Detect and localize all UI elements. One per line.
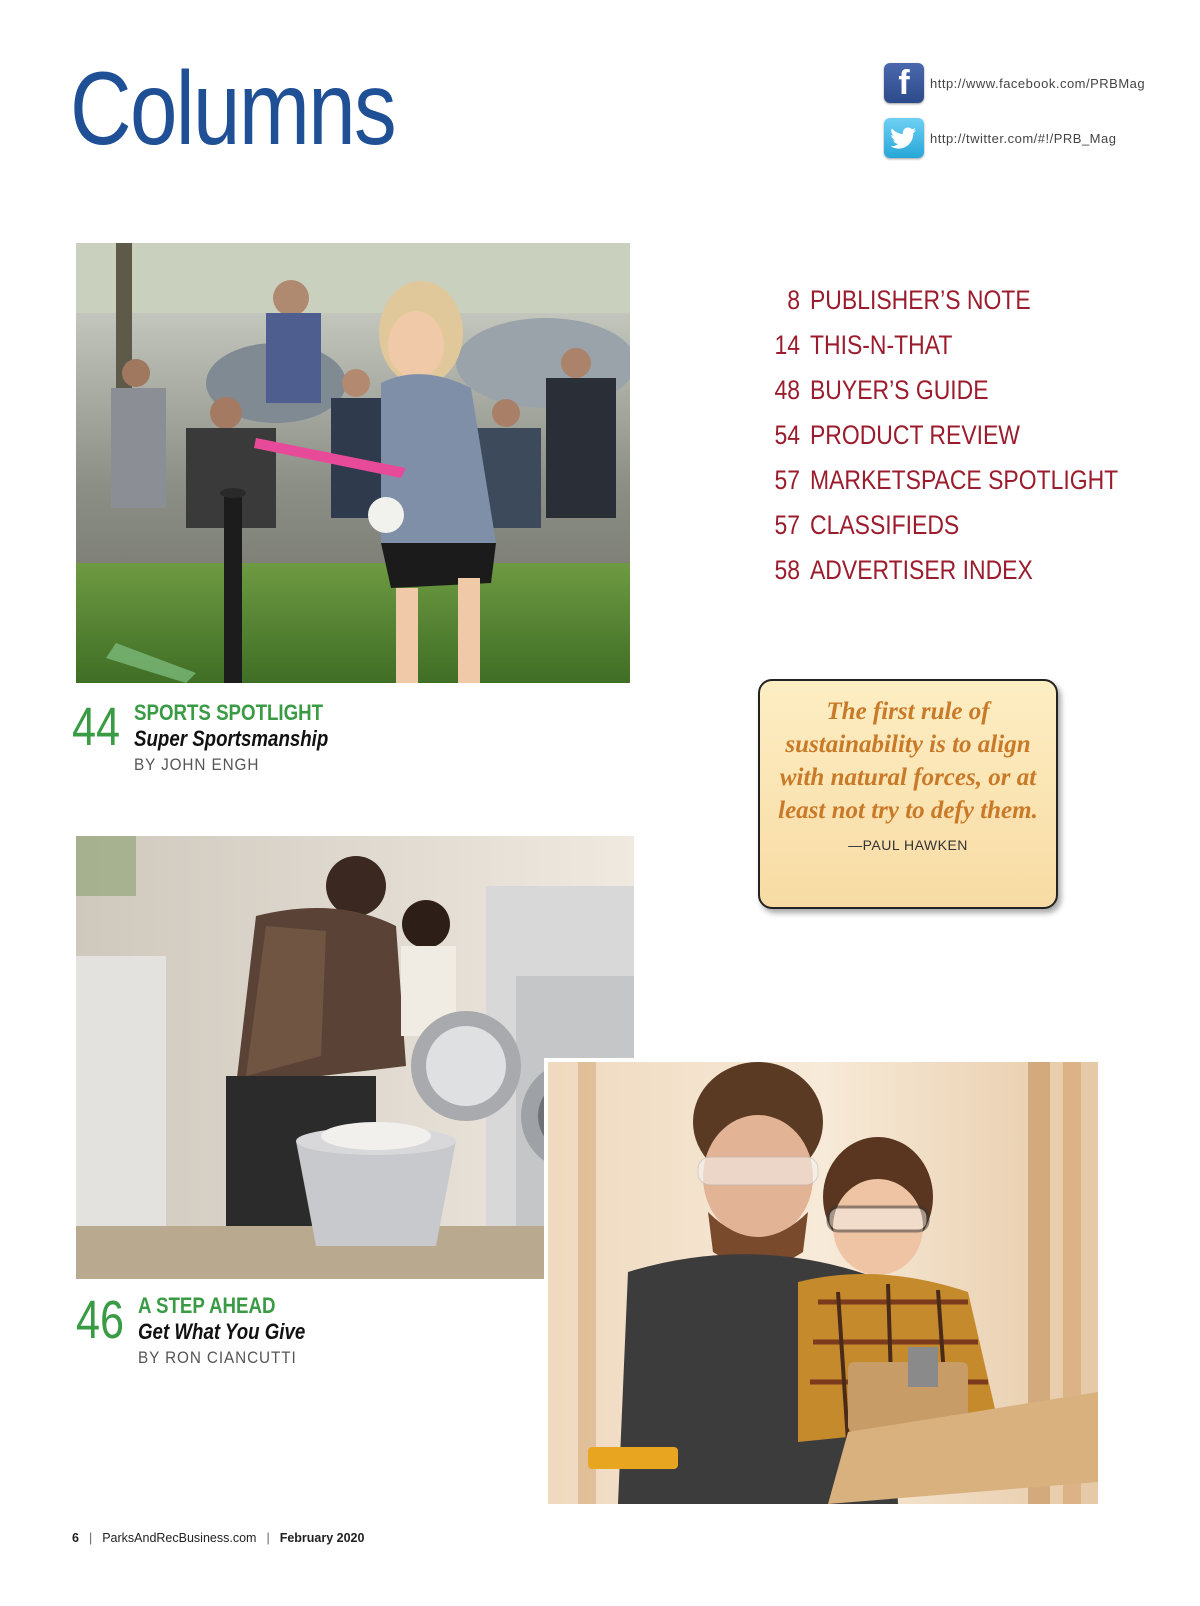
footer-separator: | — [88, 1531, 93, 1545]
toc-label: CLASSIFIEDS — [810, 510, 960, 540]
quote-box — [758, 679, 1058, 909]
footer-separator: | — [266, 1531, 270, 1545]
toc-item[interactable] — [760, 413, 1173, 458]
quote-text: The first rule of sustainability is to align with natural forces, or at least not try to defy them. — [778, 698, 1038, 824]
photo-girl-batting — [76, 243, 630, 683]
twitter-link[interactable] — [884, 118, 1116, 158]
page-title: Columns — [70, 51, 396, 167]
toc-item[interactable] — [760, 458, 1173, 503]
toc-label: THIS-N-THAT — [810, 330, 953, 360]
toc-item[interactable] — [760, 548, 1173, 593]
quote-author: —PAUL HAWKEN — [848, 837, 968, 853]
toc-label: PUBLISHER’S NOTE — [810, 285, 1031, 315]
feature-byline: BY RON CIANCUTTI — [138, 1348, 297, 1367]
feature-byline: BY JOHN ENGH — [134, 755, 260, 774]
footer-page-number: 6 — [72, 1531, 79, 1545]
toc-list — [760, 278, 1173, 593]
feature-page-number: 44 — [72, 697, 121, 757]
toc-item[interactable] — [760, 278, 1173, 323]
photo-woodworking — [544, 1058, 1098, 1504]
toc-item[interactable] — [760, 323, 1173, 368]
toc-page: 58 — [774, 555, 800, 585]
toc-page: 54 — [774, 420, 800, 450]
feature-title: Super Sportsmanship — [134, 726, 329, 751]
toc-page: 57 — [774, 510, 800, 540]
facebook-icon[interactable]: f — [884, 63, 924, 103]
toc-item[interactable] — [760, 368, 1173, 413]
feature-page-number: 46 — [76, 1290, 125, 1350]
page-footer — [72, 1531, 364, 1545]
toc-page: 14 — [774, 330, 800, 360]
feature-title: Get What You Give — [138, 1319, 306, 1344]
feature-section: A STEP AHEAD — [138, 1293, 276, 1318]
toc-page: 57 — [774, 465, 800, 495]
toc-item[interactable] — [760, 503, 1173, 548]
toc-label: BUYER’S GUIDE — [810, 375, 989, 405]
toc-page: 8 — [787, 285, 800, 315]
twitter-url[interactable]: http://twitter.com/#!/PRB_Mag — [930, 130, 1117, 146]
twitter-icon[interactable] — [884, 118, 924, 158]
footer-issue: February 2020 — [279, 1531, 365, 1545]
feature-section: SPORTS SPOTLIGHT — [134, 700, 324, 725]
toc-label: MARKETSPACE SPOTLIGHT — [810, 465, 1119, 495]
facebook-link[interactable] — [884, 63, 1145, 103]
facebook-url[interactable]: http://www.facebook.com/PRBMag — [930, 75, 1146, 91]
feature-step-ahead[interactable] — [76, 1290, 476, 1383]
toc-label: PRODUCT REVIEW — [810, 420, 1020, 450]
footer-site[interactable]: ParksAndRecBusiness.com — [102, 1531, 257, 1545]
toc-page: 48 — [774, 375, 800, 405]
feature-sports-spotlight[interactable] — [72, 697, 472, 790]
toc-label: ADVERTISER INDEX — [810, 555, 1033, 585]
